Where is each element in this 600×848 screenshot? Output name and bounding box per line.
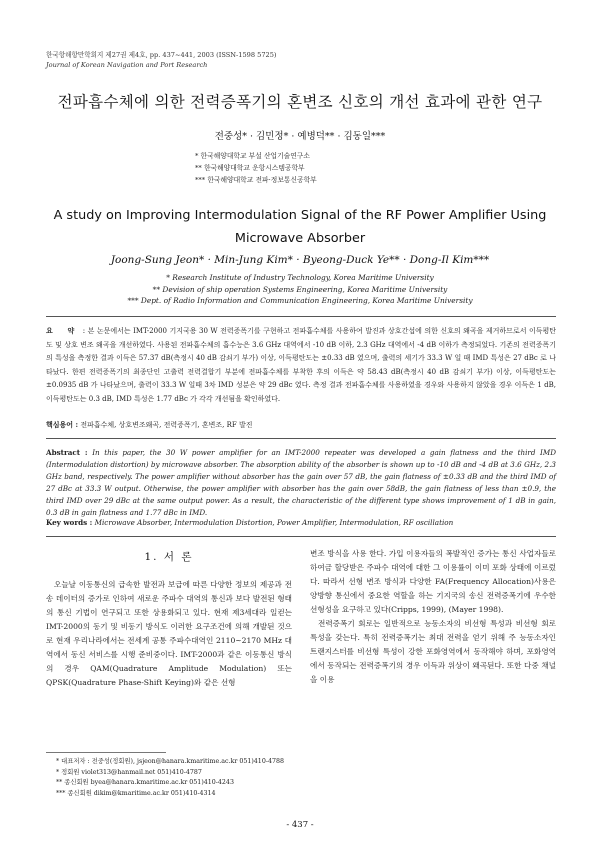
abstract-english bbox=[46, 447, 556, 519]
affiliation-ko-1: * 한국해양대학교 부설 산업기술연구소 bbox=[195, 152, 310, 160]
keywords-en-text: Microwave Absorber, Intermodulation Distortion, Power Amplifier, Intermodulation, RF oscillation bbox=[94, 518, 454, 527]
footnote: * 대표저자 : 전중성(정회원), jsjeon@hanara.kmaritime.ac.kr 051)410-4788 bbox=[56, 758, 284, 765]
abstract-korean bbox=[46, 324, 556, 406]
footnote-rule bbox=[46, 752, 166, 753]
affiliations-english bbox=[0, 272, 600, 307]
affiliation-ko-3: *** 한국해양대학교 전파·정보통신공학부 bbox=[195, 176, 317, 184]
abstract-bottom-rule bbox=[46, 536, 556, 537]
footnote: ** 종신회원 byea@hanara.kmaritime.ac.kr 051)410-4243 bbox=[56, 779, 234, 786]
keywords-english bbox=[46, 518, 556, 527]
journal-header bbox=[46, 50, 277, 70]
footnote: *** 종신회원 dikim@kmaritime.ac.kr 051)410-4314 bbox=[56, 789, 216, 797]
section-title: 1. 서 론 bbox=[144, 551, 194, 563]
page-number: - 437 - bbox=[286, 820, 314, 830]
title-english: A study on Improving Intermodulation Signal of the RF Power Amplifier Using Microwave Absorber bbox=[53, 208, 547, 246]
affiliation-ko-2: ** 한국해양대학교 운항시스템공학부 bbox=[195, 164, 305, 172]
keywords-en-label: Key words : bbox=[46, 518, 93, 527]
affiliation-en-3: *** Dept. of Radio Information and Communication Engineering, Korea Maritime University bbox=[127, 296, 473, 305]
keywords-ko-text: 전파흡수체, 상호변조왜곡, 전력증폭기, 혼변조, RF 발진 bbox=[80, 421, 253, 429]
title-korean: 전파흡수체에 의한 전력증폭기의 혼변조 신호의 개선 효과에 관한 연구 bbox=[57, 93, 543, 111]
abstract-ko-text: : 본 논문에서는 IMT-2000 기지국용 30 W 전력증폭기를 구현하고 전파흡수체를 사용하여 발진과 상호간섭에 의한 신호의 왜곡을 제거하므로서 이득평탄도 및 상호 변조 왜곡을 개선하였다. 사용된 전파흡수체의 흡수능은 3.6 GHz 대역에서 -10 dB 이하, 2.3 GHz 대역에서 -4 dB 이하가 측정되었다. 기존의 전력증폭기의 특성을 측정한 결과 이득은 57.37 dB(측정시 40 dB 감쇠기 부가) 이상, 이득평탄도는 ±0.33 dB 였으며, 출력의 세기가 33.3 W 일 때 IMD 특성은 27 dBc 로 나타났다. 한편 전력증폭기의 최종단인 고출력 전력결합기 부분에 전파흡수체를 부착한 후의 이득은 약 58.43 dB(측정시 40 dB 감쇠기 부가) 이상, 이득평탄도는 ±0.0935 dB 가 나타났으며, 출력이 33.3 W 일때 3차 IMD 성분은 약 29 dBc 였다. 측정 결과 전파흡수체를 사용하였을 경우와 사용하지 않았을 경우 이득은 1 dB, 이득평탄도는 0.3 dB, IMD 특성은 1.77 dBc 가 각각 개선됨을 확인하였다. bbox=[46, 327, 557, 403]
authors-korean: 전중성* · 김민정* · 예병덕** · 김동일*** bbox=[214, 131, 386, 142]
authors-english: Joong-Sung Jeon* · Min-Jung Kim* · Byeong-Duck Ye** · Dong-Il Kim*** bbox=[110, 254, 490, 266]
footnote: * 정회원 violet313@hanmail.net 051)410-4787 bbox=[56, 768, 202, 776]
abstract-en-text: In this paper, the 30 W power amplifier for an IMT-2000 repeater was developed a gain flatness and the third IMD (Intermodulation distortion) by microwave absorber. The absorption ability of the absorber is shown up to -10 dB and -4 dB at 3.6 GHz, 2.3 GHz band, respectively. The power amplifier without absorber has the gain over 57 dB, the gain flatness of ±0.33 dB and the third IMD of 27 dBc at 33.3 W output. Otherwise, the power amplifier with absorber has the gain over 58dB, the gain flatness of less than ±0.9, the third IMD over 29 dBc at the same output power. As a result, the characteristic of the different type shows improvement of 1 dB in gain, 0.3 dB in gain flatness and 1.77 dBc in IMD. bbox=[46, 448, 557, 517]
body-paragraph: 변조 방식을 사용 한다. 가입 이용자들의 폭발적인 증가는 통신 사업자들로 하여금 할당받은 주파수 대역에 대한 그 이용률이 이미 포화 상태에 이르렀다. 따라서 선형 변조 방식과 다양한 FA(Frequency Allocation)사용은 양방향 통신에서 중요한 역할을 하는 기지국의 송신 전력증폭기에 우수한 선형성을 요구하고 있다(Cripps, 1999), (Mayer 1998). bbox=[310, 549, 556, 614]
body-paragraph: 전력증폭기 회로는 일반적으로 능동소자의 비선형 특성과 비선형 회로 특성을 갖는다. 특히 전력증폭기는 최대 전력을 얻기 위해 주 능동소자인 트랜지스터를 비선형 특성이 강한 포화영역에서 동작해야 하며, 포화영역에서 동작되는 전력증폭기의 경우 이득과 위상이 왜곡된다. 또한 다중 채널을 이용 bbox=[310, 619, 556, 684]
affiliation-en-2: ** Devision of ship operation Systems Engineering, Korea Maritime University bbox=[152, 284, 448, 294]
abstract-en-label: Abstract : bbox=[46, 448, 88, 457]
affiliations-korean bbox=[195, 150, 317, 186]
abstract-ko-label: 요 약 bbox=[46, 326, 81, 335]
abstract-divider-rule bbox=[46, 438, 556, 439]
keywords-korean bbox=[46, 420, 556, 430]
abstract-top-rule bbox=[46, 316, 556, 317]
journal-name-en: Journal of Korean Navigation and Port Research bbox=[46, 61, 208, 69]
journal-citation-ko: 한국항해항만학회지 제27권 제4호, pp. 437~441, 2003 (ISSN-1598 5725) bbox=[46, 51, 277, 59]
affiliation-en-1: * Research Institute of Industry Technology, Korea Maritime University bbox=[166, 273, 434, 282]
body-column-right bbox=[310, 547, 556, 687]
body-column-left: 오늘날 이동통신의 급속한 발전과 보급에 따른 다양한 정보의 제공과 전송 데이터의 증가로 인하여 새로운 주파수 대역의 통신과 보다 발전된 형태의 통신 기법이 연구되고 또한 상용화되고 있다. 현재 제3세대라 일컫는 IMT-2000의 동기 및 비동기 방식도 이러한 요구조건에 의해 개발된 것으로 현재 우리나라에서는 전세계 공통 주파수대역인 2110~2170 MHz 대역에서 동신 서비스를 시행 준비중이다. IMT-2000과 같은 이동통신 방식의 경우 QAM(Quadrature Amplitude Modulation) 또는 QPSK(Quadrature Phase-Shift Keying)와 같은 선형 bbox=[46, 580, 292, 687]
keywords-ko-label: 핵심용어 : bbox=[46, 420, 79, 429]
footnotes bbox=[56, 757, 284, 799]
